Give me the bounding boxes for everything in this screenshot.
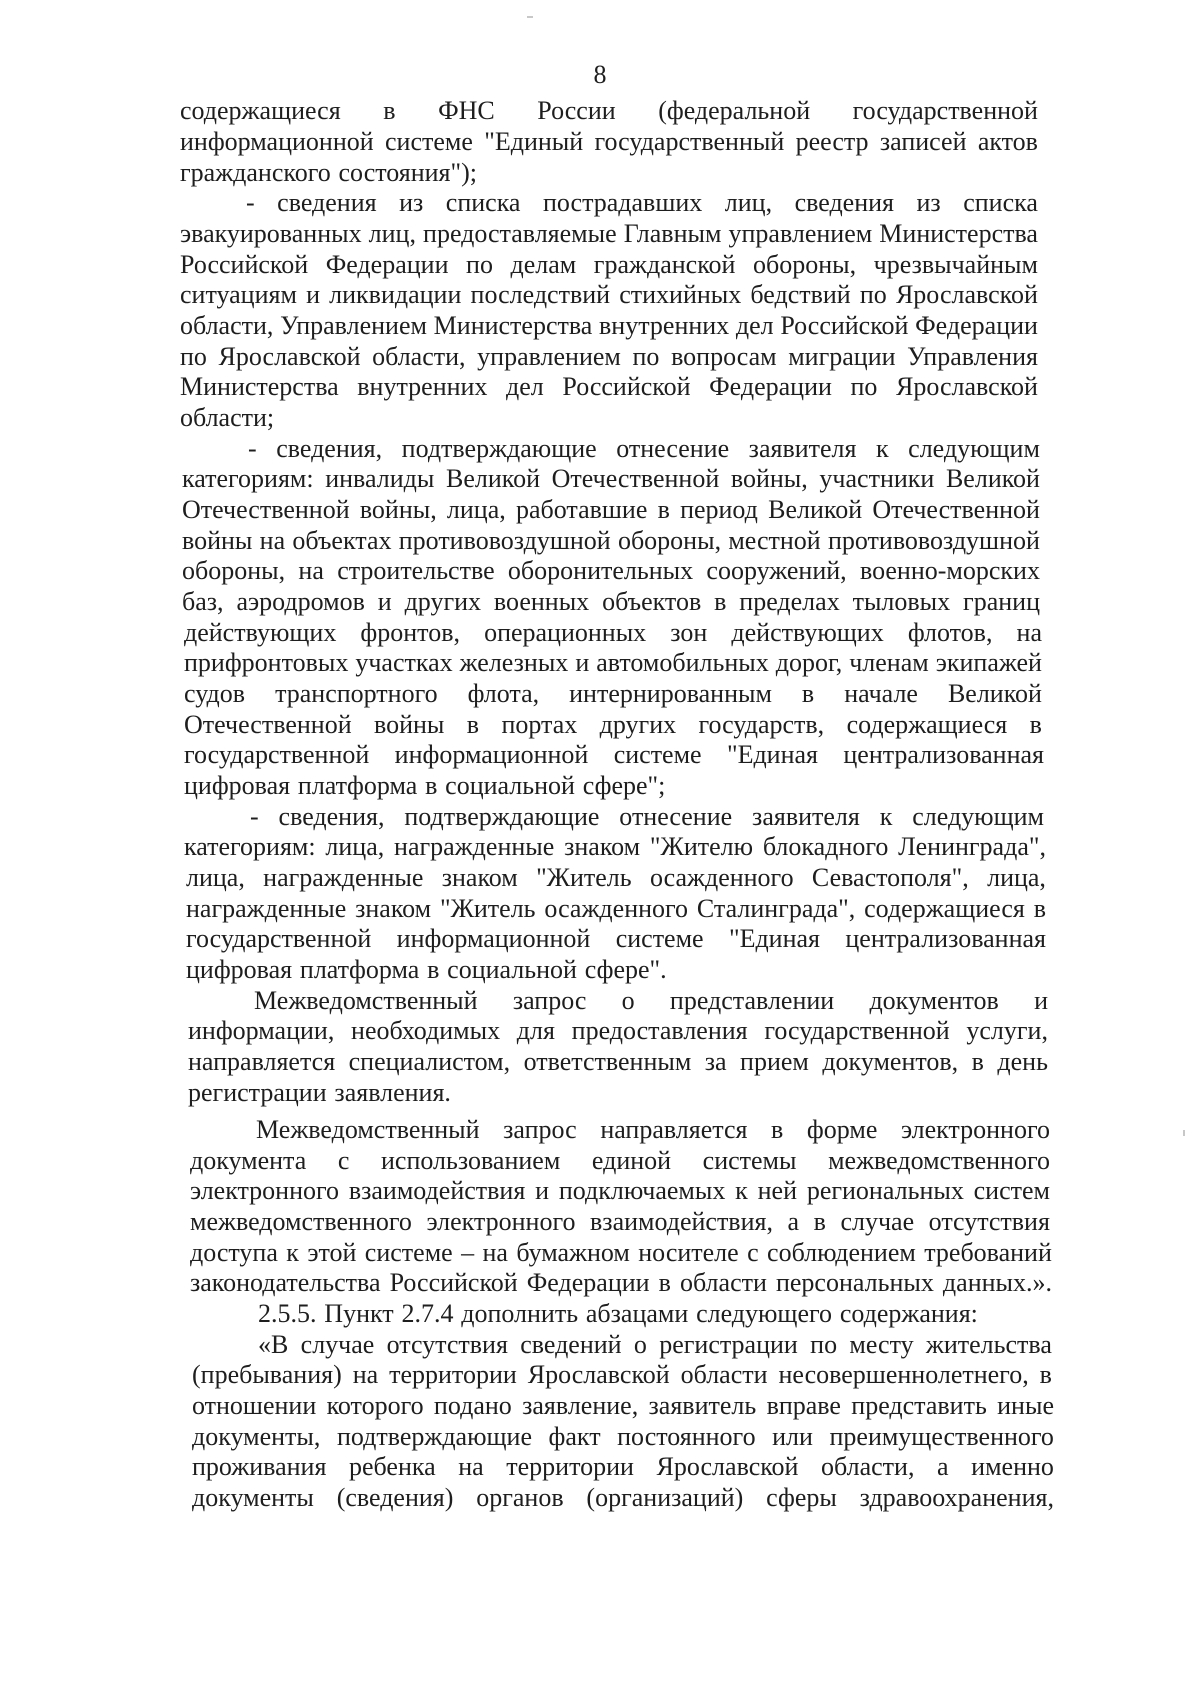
text-line: категориям: инвалиды Великой Отечественной войны, участники Великой [182,464,1040,493]
text-line: эвакуированных лиц, предоставляемые Главным управлением Министерства [180,219,1038,248]
text-line: - сведения, подтверждающие отнесение заявителя к следующим [250,802,1044,831]
text-line: войны на объектах противовоздушной обороны, местной противовоздушной [182,526,1040,555]
text-line: - сведения, подтверждающие отнесение заявителя к следующим [248,434,1040,463]
text-line: информационной системе "Единый государственный реестр записей актов [180,127,1038,156]
scan-speck [1183,1130,1185,1136]
text-line: области, Управлением Министерства внутренних дел Российской Федерации [180,311,1038,340]
text-line: (пребывания) на территории Ярославской области несовершеннолетнего, в [192,1360,1052,1389]
text-line: - сведения из списка пострадавших лиц, сведения из списка [246,188,1038,217]
text-line: законодательства Российской Федерации в области персональных данных.». [190,1268,1052,1297]
text-line: прифронтовых участках железных и автомобильных дорог, членам экипажей [184,648,1042,677]
text-line: государственной информационной системе "Единая централизованная [184,740,1044,769]
text-line: «В случае отсутствия сведений о регистрации по месту жительства [258,1330,1052,1359]
text-line: Российской Федерации по делам гражданской обороны, чрезвычайным [180,250,1038,279]
scan-speck [527,16,533,18]
text-line: судов транспортного флота, интернированным в начале Великой [184,679,1042,708]
text-line: содержащиеся в ФНС России (федеральной государственной [180,96,1038,125]
text-line: Отечественной войны в портах других государств, содержащиеся в [184,710,1042,739]
text-line: документы, подтверждающие факт постоянного или преимущественного [192,1422,1054,1451]
text-line: Межведомственный запрос о представлении документов и [254,986,1048,1015]
text-line: регистрации заявления. [188,1078,451,1107]
text-line: документы (сведения) органов (организаций) сферы здравоохранения, [192,1483,1054,1512]
text-line: баз, аэродромов и других военных объектов в пределах тыловых границ [182,587,1040,616]
text-line: доступа к этой системе – на бумажном носителе с соблюдением требований [190,1238,1052,1267]
text-line: Межведомственный запрос направляется в форме электронного [256,1115,1050,1144]
text-line: Министерства внутренних дел Российской Федерации по Ярославской [180,372,1038,401]
text-line: лица, награжденные знаком "Житель осажденного Севастополя", лица, [186,863,1046,892]
page-number: 8 [593,60,607,89]
text-line: действующих фронтов, операционных зон действующих флотов, на [184,618,1042,647]
text-line: электронного взаимодействия и подключаемых к ней региональных систем [190,1176,1050,1205]
text-line: информации, необходимых для предоставления государственной услуги, [188,1016,1048,1045]
text-line: награжденные знаком "Житель осажденного Сталинграда", содержащиеся в [186,894,1046,923]
text-line: области; [180,403,275,432]
text-line: по Ярославской области, управлением по вопросам миграции Управления [180,342,1038,371]
text-line: категориям: лица, награжденные знаком "Жителю блокадного Ленинграда", [184,832,1046,861]
text-line: гражданского состояния"); [180,158,478,187]
text-line: государственной информационной системе "Единая централизованная [186,924,1046,953]
text-line: межведомственного электронного взаимодействия, а в случае отсутствия [190,1207,1050,1236]
text-line: обороны, на строительстве оборонительных сооружений, военно-морских [182,556,1040,585]
text-line: направляется специалистом, ответственным за прием документов, в день [188,1047,1048,1076]
text-line: 2.5.5. Пункт 2.7.4 дополнить абзацами следующего содержания: [258,1299,978,1328]
text-line: проживания ребенка на территории Ярославской области, а именно [192,1452,1054,1481]
text-line: цифровая платформа в социальной сфере". [186,955,667,984]
text-line: отношении которого подано заявление, заявитель вправе представить иные [192,1391,1054,1420]
text-line: документа с использованием единой системы межведомственного [190,1146,1050,1175]
text-line: цифровая платформа в социальной сфере"; [184,771,666,800]
text-line: ситуациям и ликвидации последствий стихийных бедствий по Ярославской [180,280,1038,309]
text-line: Отечественной войны, лица, работавшие в период Великой Отечественной [182,495,1040,524]
